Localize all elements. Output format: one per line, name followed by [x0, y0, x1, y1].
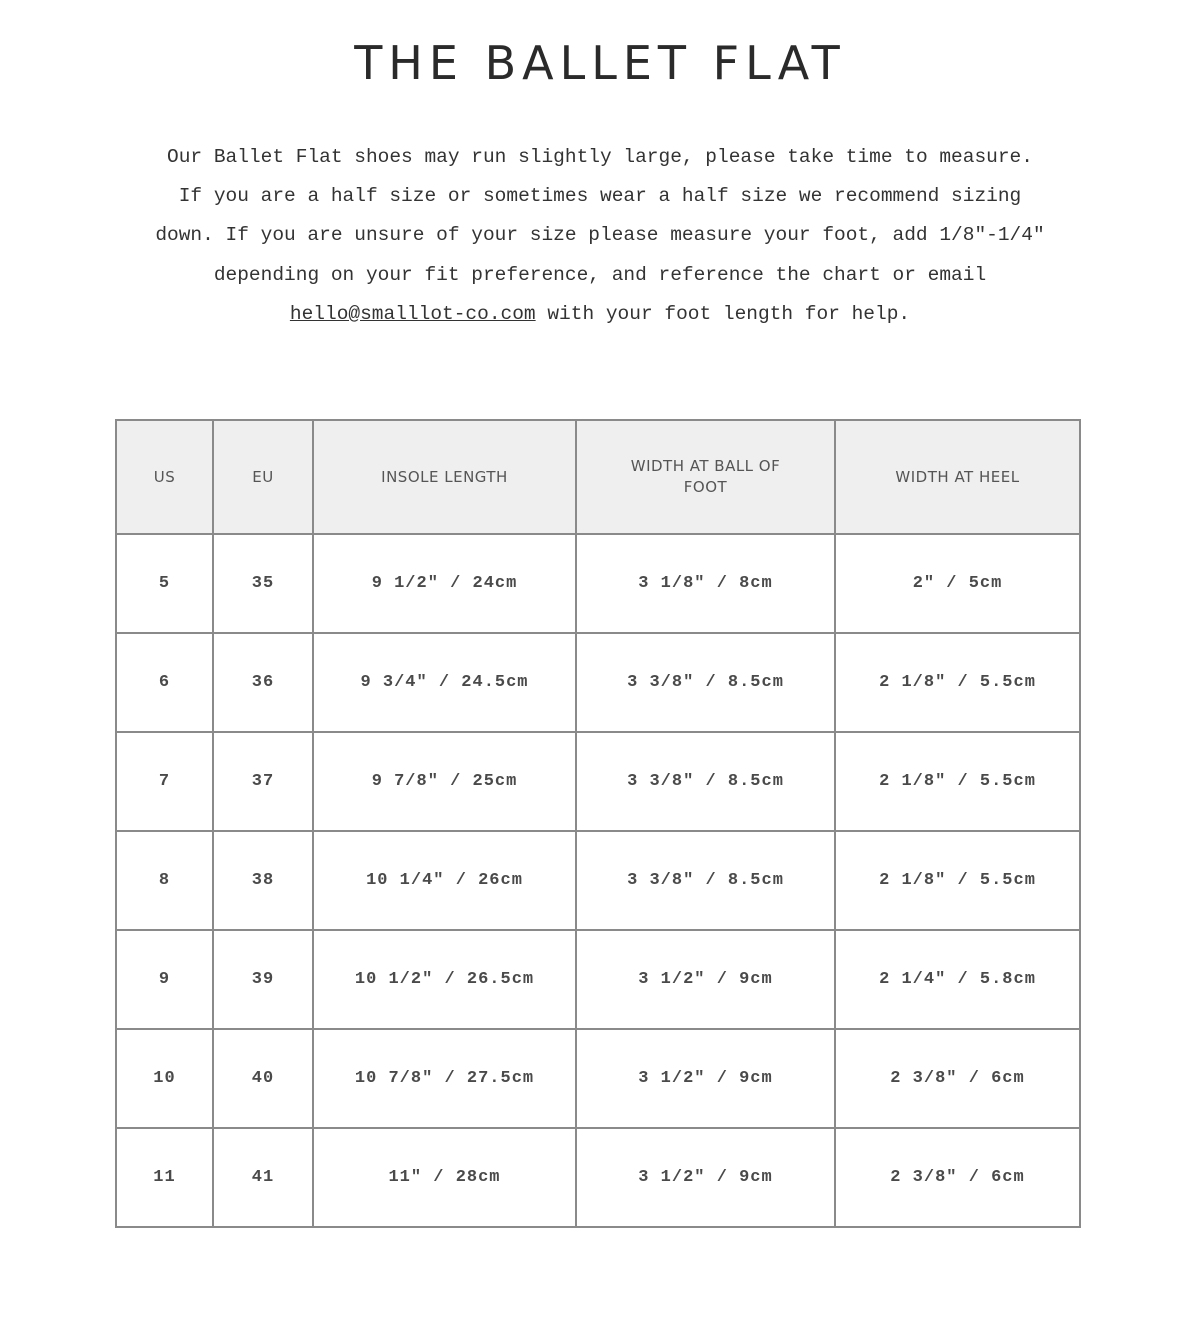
- cell-heel: 2" / 5cm: [835, 534, 1080, 633]
- cell-ball: 3 3/8" / 8.5cm: [576, 831, 835, 930]
- intro-text: Our Ballet Flat shoes may run slightly large, please take time to measure. If you are a half size or sometimes wear a half size we recommend sizing down. If you are unsure of your size please measure your foot, add 1/8"-1/4" depending on your fit preference, and reference the chart or email: [155, 146, 1045, 286]
- cell-heel: 2 1/8" / 5.5cm: [835, 732, 1080, 831]
- table-row: [116, 1029, 1080, 1128]
- size-chart-table: [115, 419, 1081, 1228]
- table-header-row: [116, 420, 1080, 534]
- cell-insole: 11" / 28cm: [313, 1128, 576, 1227]
- header-width-heel: WIDTH AT HEEL: [835, 420, 1080, 534]
- cell-insole: 10 7/8" / 27.5cm: [313, 1029, 576, 1128]
- table-row: [116, 633, 1080, 732]
- cell-ball: 3 3/8" / 8.5cm: [576, 633, 835, 732]
- cell-eu: 35: [213, 534, 313, 633]
- intro-paragraph: [150, 138, 1050, 334]
- cell-ball: 3 3/8" / 8.5cm: [576, 732, 835, 831]
- cell-insole: 10 1/2" / 26.5cm: [313, 930, 576, 1029]
- header-insole-length: INSOLE LENGTH: [313, 420, 576, 534]
- header-eu: EU: [213, 420, 313, 534]
- cell-us: 7: [116, 732, 213, 831]
- cell-heel: 2 3/8" / 6cm: [835, 1029, 1080, 1128]
- cell-us: 9: [116, 930, 213, 1029]
- cell-ball: 3 1/2" / 9cm: [576, 1128, 835, 1227]
- cell-eu: 37: [213, 732, 313, 831]
- header-us: US: [116, 420, 213, 534]
- cell-heel: 2 1/8" / 5.5cm: [835, 633, 1080, 732]
- email-link[interactable]: hello@smalllot-co.com: [289, 302, 536, 325]
- cell-insole: 10 1/4" / 26cm: [313, 831, 576, 930]
- cell-us: 6: [116, 633, 213, 732]
- cell-us: 8: [116, 831, 213, 930]
- table-row: [116, 732, 1080, 831]
- table-row: [116, 831, 1080, 930]
- table-row: [116, 1128, 1080, 1227]
- cell-us: 10: [116, 1029, 213, 1128]
- cell-eu: 41: [213, 1128, 313, 1227]
- cell-ball: 3 1/2" / 9cm: [576, 1029, 835, 1128]
- cell-ball: 3 1/2" / 9cm: [576, 930, 835, 1029]
- page-title: THE BALLET FLAT: [354, 36, 846, 90]
- cell-heel: 2 1/4" / 5.8cm: [835, 930, 1080, 1029]
- cell-insole: 9 7/8" / 25cm: [313, 732, 576, 831]
- cell-eu: 38: [213, 831, 313, 930]
- cell-insole: 9 1/2" / 24cm: [313, 534, 576, 633]
- cell-us: 11: [116, 1128, 213, 1227]
- cell-insole: 9 3/4" / 24.5cm: [313, 633, 576, 732]
- cell-us: 5: [116, 534, 213, 633]
- cell-eu: 39: [213, 930, 313, 1029]
- intro-tail: with your foot length for help.: [535, 302, 911, 325]
- cell-heel: 2 3/8" / 6cm: [835, 1128, 1080, 1227]
- table-row: [116, 534, 1080, 633]
- header-width-ball: WIDTH AT BALL OF FOOT: [576, 420, 835, 534]
- table-row: [116, 930, 1080, 1029]
- cell-eu: 40: [213, 1029, 313, 1128]
- cell-eu: 36: [213, 633, 313, 732]
- cell-ball: 3 1/8" / 8cm: [576, 534, 835, 633]
- cell-heel: 2 1/8" / 5.5cm: [835, 831, 1080, 930]
